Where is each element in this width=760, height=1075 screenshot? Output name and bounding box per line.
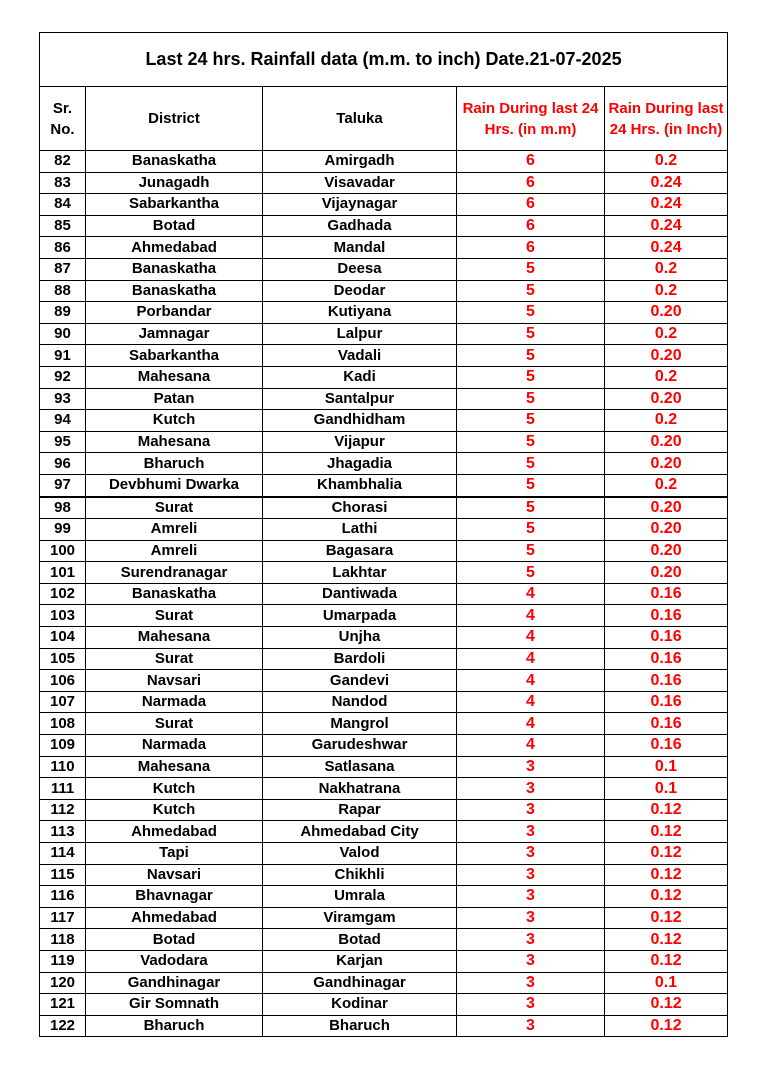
table-row [40,172,728,194]
row-sr-no: 91 [40,345,86,367]
row-sr-no: 113 [40,821,86,843]
row-sr-no: 107 [40,691,86,713]
row-sr-no: 82 [40,151,86,173]
row-sr-no: 120 [40,972,86,994]
row-taluka: Deodar [263,280,457,302]
table-row [40,994,728,1016]
header-sr-no: Sr. No. [40,87,86,151]
row-sr-no: 115 [40,864,86,886]
row-district: Mahesana [86,756,263,778]
table-row [40,258,728,280]
row-sr-no: 104 [40,627,86,649]
row-taluka: Gadhada [263,215,457,237]
row-rain-inch: 0.2 [605,410,728,432]
row-sr-no: 110 [40,756,86,778]
table-row [40,323,728,345]
row-district: Mahesana [86,627,263,649]
row-sr-no: 99 [40,519,86,541]
row-district: Bharuch [86,453,263,475]
row-district: Surat [86,497,263,519]
row-taluka: Bardoli [263,648,457,670]
row-rain-mm: 6 [457,237,605,259]
row-rain-mm: 5 [457,453,605,475]
row-district: Banaskatha [86,280,263,302]
table-row [40,627,728,649]
row-sr-no: 121 [40,994,86,1016]
table-row [40,756,728,778]
row-taluka: Vijaynagar [263,194,457,216]
row-rain-inch: 0.1 [605,972,728,994]
row-district: Surendranagar [86,562,263,584]
row-district: Navsari [86,864,263,886]
row-taluka: Rapar [263,799,457,821]
row-rain-inch: 0.20 [605,431,728,453]
row-rain-mm: 5 [457,388,605,410]
row-sr-no: 89 [40,302,86,324]
table-row [40,864,728,886]
row-district: Gandhinagar [86,972,263,994]
row-district: Junagadh [86,172,263,194]
table-row [40,388,728,410]
row-sr-no: 94 [40,410,86,432]
row-rain-inch: 0.20 [605,302,728,324]
row-district: Kutch [86,799,263,821]
row-rain-inch: 0.1 [605,778,728,800]
row-district: Narmada [86,691,263,713]
row-district: Narmada [86,735,263,757]
table-row [40,366,728,388]
row-district: Mahesana [86,431,263,453]
table-title: Last 24 hrs. Rainfall data (m.m. to inch) Date.21-07-2025 [40,33,728,87]
row-rain-inch: 0.20 [605,519,728,541]
row-district: Bhavnagar [86,886,263,908]
row-taluka: Deesa [263,258,457,280]
row-district: Ahmedabad [86,907,263,929]
table-row [40,519,728,541]
row-rain-mm: 4 [457,648,605,670]
row-rain-mm: 5 [457,474,605,496]
row-district: Sabarkantha [86,345,263,367]
row-rain-mm: 3 [457,950,605,972]
row-rain-inch: 0.20 [605,345,728,367]
row-district: Ahmedabad [86,237,263,259]
table-row [40,497,728,519]
row-rain-mm: 5 [457,497,605,519]
table-row [40,713,728,735]
row-district: Mahesana [86,366,263,388]
row-sr-no: 117 [40,907,86,929]
table-row [40,583,728,605]
row-rain-inch: 0.12 [605,799,728,821]
row-sr-no: 122 [40,1015,86,1037]
row-taluka: Mandal [263,237,457,259]
row-taluka: Garudeshwar [263,735,457,757]
row-taluka: Nandod [263,691,457,713]
rainfall-table [39,32,728,1037]
row-rain-inch: 0.24 [605,194,728,216]
row-district: Surat [86,648,263,670]
table-row [40,453,728,475]
row-rain-inch: 0.16 [605,605,728,627]
row-rain-inch: 0.12 [605,907,728,929]
row-taluka: Valod [263,843,457,865]
table-row [40,735,728,757]
row-rain-inch: 0.12 [605,994,728,1016]
row-taluka: Ahmedabad City [263,821,457,843]
row-taluka: Kadi [263,366,457,388]
row-rain-inch: 0.20 [605,497,728,519]
table-row [40,605,728,627]
table-row [40,886,728,908]
header-rain-mm: Rain During last 24 Hrs. (in m.m) [457,87,605,151]
row-sr-no: 86 [40,237,86,259]
row-rain-mm: 4 [457,627,605,649]
row-rain-inch: 0.12 [605,864,728,886]
row-district: Devbhumi Dwarka [86,474,263,496]
row-rain-inch: 0.20 [605,453,728,475]
row-sr-no: 100 [40,540,86,562]
row-rain-mm: 3 [457,778,605,800]
row-rain-mm: 3 [457,843,605,865]
row-rain-inch: 0.20 [605,540,728,562]
table-row [40,302,728,324]
row-rain-mm: 3 [457,886,605,908]
row-rain-mm: 4 [457,691,605,713]
row-rain-mm: 6 [457,215,605,237]
row-rain-inch: 0.24 [605,172,728,194]
row-sr-no: 98 [40,497,86,519]
row-district: Surat [86,605,263,627]
row-district: Banaskatha [86,151,263,173]
row-sr-no: 102 [40,583,86,605]
row-rain-inch: 0.2 [605,323,728,345]
row-sr-no: 92 [40,366,86,388]
row-district: Amreli [86,519,263,541]
row-taluka: Vadali [263,345,457,367]
row-taluka: Lakhtar [263,562,457,584]
row-district: Bharuch [86,1015,263,1037]
row-taluka: Chikhli [263,864,457,886]
row-rain-mm: 5 [457,366,605,388]
row-sr-no: 103 [40,605,86,627]
row-taluka: Dantiwada [263,583,457,605]
table-row [40,345,728,367]
row-rain-mm: 3 [457,929,605,951]
row-taluka: Kodinar [263,994,457,1016]
row-rain-mm: 3 [457,994,605,1016]
row-rain-inch: 0.16 [605,583,728,605]
row-rain-inch: 0.12 [605,950,728,972]
row-sr-no: 96 [40,453,86,475]
row-sr-no: 111 [40,778,86,800]
row-taluka: Bagasara [263,540,457,562]
row-rain-inch: 0.16 [605,691,728,713]
table-row [40,431,728,453]
row-taluka: Botad [263,929,457,951]
table-row [40,474,728,496]
row-sr-no: 112 [40,799,86,821]
row-district: Banaskatha [86,258,263,280]
row-sr-no: 108 [40,713,86,735]
row-rain-inch: 0.2 [605,474,728,496]
header-district: District [86,87,263,151]
row-taluka: Amirgadh [263,151,457,173]
row-taluka: Lalpur [263,323,457,345]
table-row [40,215,728,237]
row-rain-inch: 0.2 [605,151,728,173]
table-row [40,562,728,584]
table-row [40,540,728,562]
row-taluka: Lathi [263,519,457,541]
row-rain-mm: 3 [457,1015,605,1037]
row-rain-mm: 3 [457,799,605,821]
table-row [40,691,728,713]
row-rain-mm: 3 [457,907,605,929]
row-district: Amreli [86,540,263,562]
table-row [40,799,728,821]
row-taluka: Viramgam [263,907,457,929]
table-row [40,670,728,692]
row-district: Kutch [86,410,263,432]
row-taluka: Mangrol [263,713,457,735]
row-taluka: Gandhinagar [263,972,457,994]
row-rain-mm: 4 [457,735,605,757]
row-rain-mm: 5 [457,323,605,345]
row-district: Navsari [86,670,263,692]
row-district: Vadodara [86,950,263,972]
row-rain-mm: 5 [457,302,605,324]
row-rain-mm: 5 [457,562,605,584]
row-rain-inch: 0.12 [605,929,728,951]
table-row [40,843,728,865]
row-district: Jamnagar [86,323,263,345]
table-row [40,151,728,173]
row-rain-mm: 3 [457,756,605,778]
row-rain-mm: 4 [457,583,605,605]
row-taluka: Jhagadia [263,453,457,475]
row-rain-inch: 0.16 [605,713,728,735]
row-rain-inch: 0.20 [605,388,728,410]
row-rain-mm: 5 [457,280,605,302]
row-rain-mm: 6 [457,151,605,173]
row-rain-mm: 5 [457,410,605,432]
row-taluka: Visavadar [263,172,457,194]
row-rain-mm: 6 [457,194,605,216]
row-rain-inch: 0.12 [605,843,728,865]
row-district: Ahmedabad [86,821,263,843]
row-sr-no: 101 [40,562,86,584]
row-rain-inch: 0.2 [605,280,728,302]
row-sr-no: 106 [40,670,86,692]
row-taluka: Santalpur [263,388,457,410]
row-sr-no: 84 [40,194,86,216]
row-sr-no: 105 [40,648,86,670]
header-rain-inch: Rain During last 24 Hrs. (in Inch) [605,87,728,151]
row-rain-inch: 0.16 [605,670,728,692]
row-rain-mm: 5 [457,345,605,367]
row-sr-no: 93 [40,388,86,410]
row-taluka: Bharuch [263,1015,457,1037]
row-taluka: Satlasana [263,756,457,778]
row-rain-mm: 5 [457,258,605,280]
row-sr-no: 87 [40,258,86,280]
row-district: Botad [86,215,263,237]
row-taluka: Vijapur [263,431,457,453]
row-taluka: Kutiyana [263,302,457,324]
row-rain-mm: 3 [457,864,605,886]
row-rain-mm: 5 [457,431,605,453]
row-taluka: Unjha [263,627,457,649]
table-row [40,907,728,929]
row-sr-no: 97 [40,474,86,496]
table-row [40,237,728,259]
row-sr-no: 95 [40,431,86,453]
row-district: Kutch [86,778,263,800]
row-rain-inch: 0.2 [605,258,728,280]
row-district: Tapi [86,843,263,865]
row-rain-mm: 3 [457,821,605,843]
row-district: Porbandar [86,302,263,324]
row-sr-no: 109 [40,735,86,757]
table-row [40,410,728,432]
row-rain-inch: 0.20 [605,562,728,584]
row-rain-inch: 0.24 [605,237,728,259]
row-rain-inch: 0.16 [605,735,728,757]
row-rain-inch: 0.12 [605,1015,728,1037]
row-sr-no: 85 [40,215,86,237]
row-taluka: Nakhatrana [263,778,457,800]
header-taluka: Taluka [263,87,457,151]
row-rain-mm: 5 [457,519,605,541]
row-district: Gir Somnath [86,994,263,1016]
table-row [40,778,728,800]
row-sr-no: 114 [40,843,86,865]
row-sr-no: 90 [40,323,86,345]
table-row [40,972,728,994]
row-rain-mm: 4 [457,713,605,735]
row-rain-inch: 0.16 [605,627,728,649]
row-district: Botad [86,929,263,951]
row-taluka: Gandevi [263,670,457,692]
row-rain-inch: 0.2 [605,366,728,388]
row-district: Surat [86,713,263,735]
row-taluka: Gandhidham [263,410,457,432]
table-row [40,1015,728,1037]
row-sr-no: 119 [40,950,86,972]
row-taluka: Umrala [263,886,457,908]
table-row [40,648,728,670]
row-sr-no: 118 [40,929,86,951]
table-body [40,151,728,1037]
table-row [40,194,728,216]
row-rain-mm: 3 [457,972,605,994]
row-sr-no: 116 [40,886,86,908]
row-district: Banaskatha [86,583,263,605]
row-district: Sabarkantha [86,194,263,216]
row-taluka: Khambhalia [263,474,457,496]
row-sr-no: 83 [40,172,86,194]
row-taluka: Umarpada [263,605,457,627]
row-rain-mm: 5 [457,540,605,562]
table-row [40,280,728,302]
row-district: Patan [86,388,263,410]
row-taluka: Chorasi [263,497,457,519]
row-rain-inch: 0.24 [605,215,728,237]
row-rain-inch: 0.12 [605,886,728,908]
row-taluka: Karjan [263,950,457,972]
table-row [40,950,728,972]
row-rain-mm: 6 [457,172,605,194]
table-row [40,929,728,951]
row-rain-mm: 4 [457,670,605,692]
row-rain-inch: 0.1 [605,756,728,778]
table-row [40,821,728,843]
row-rain-inch: 0.16 [605,648,728,670]
row-rain-inch: 0.12 [605,821,728,843]
row-sr-no: 88 [40,280,86,302]
row-rain-mm: 4 [457,605,605,627]
